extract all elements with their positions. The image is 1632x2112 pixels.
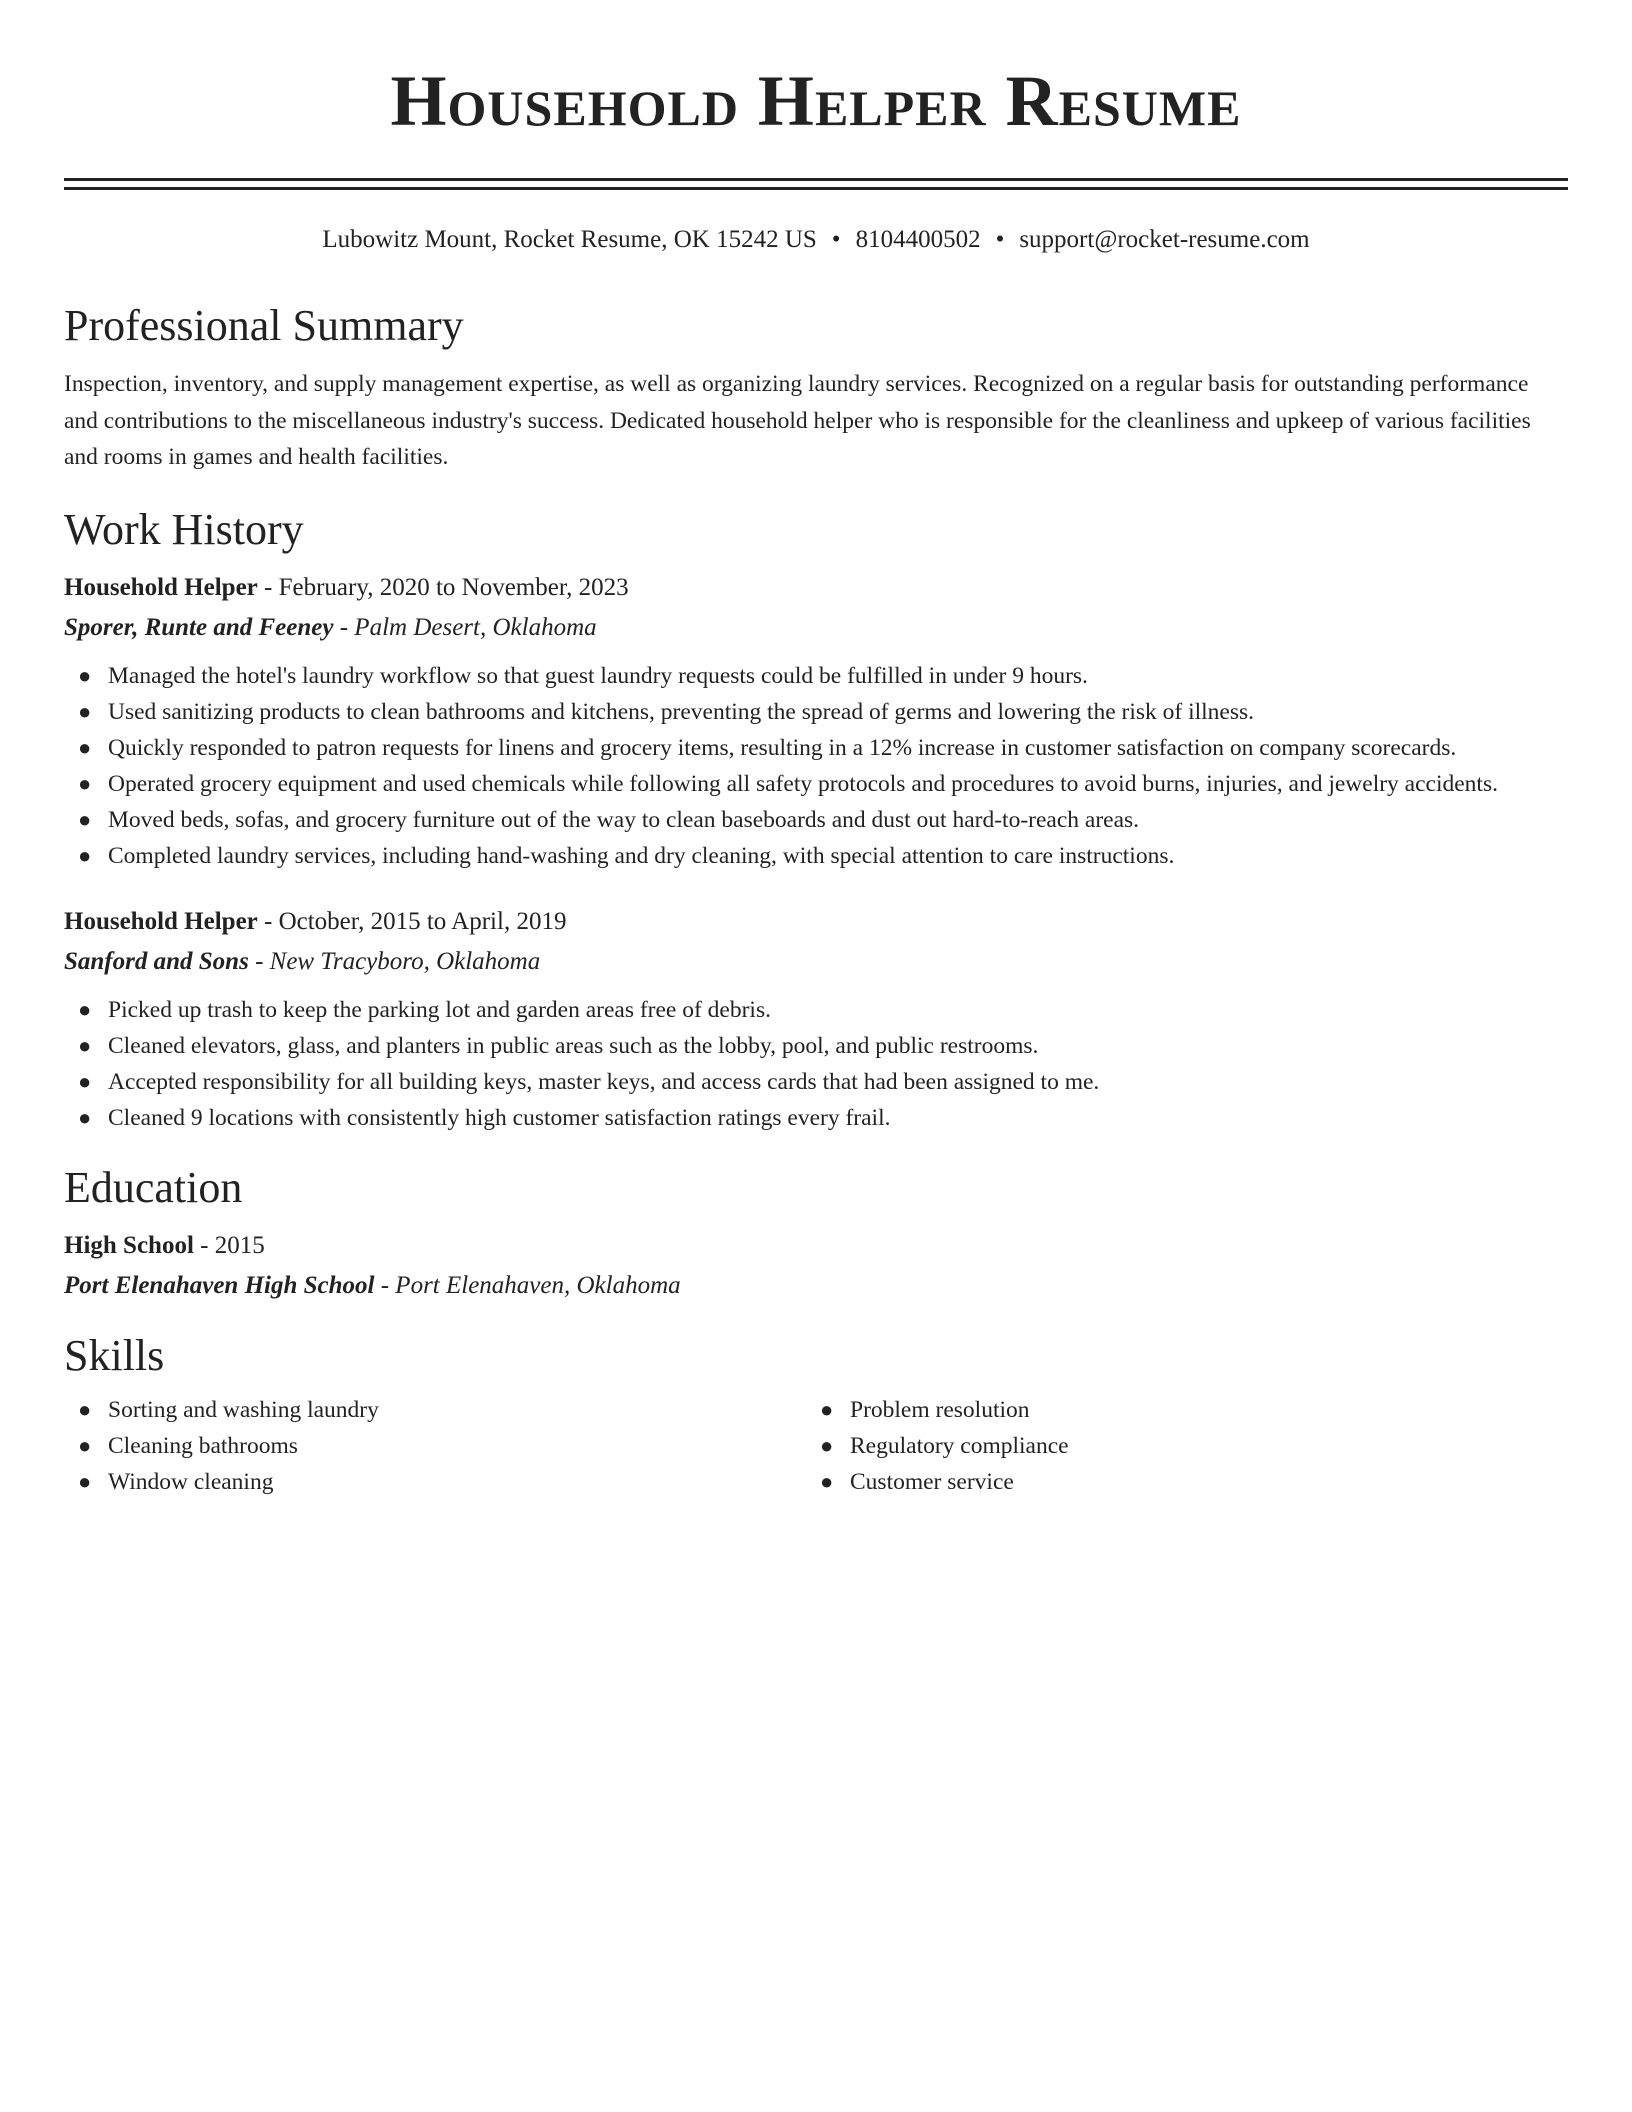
job-company-line	[64, 942, 1568, 982]
contact-email: support@rocket-resume.com	[1019, 226, 1310, 253]
job-company: Sanford and Sons	[64, 947, 249, 975]
job-dates: - February, 2020 to November, 2023	[257, 573, 629, 601]
contact-separator: •	[995, 226, 1005, 253]
bullet-icon: ●	[78, 1468, 92, 1494]
list-item: ● Used sanitizing products to clean bathrooms and kitchens, preventing the spread of germs and lowering the risk of illness.	[64, 694, 1568, 730]
bullet-icon: ●	[78, 806, 92, 832]
job-company: Sporer, Runte and Feeney	[64, 613, 334, 641]
list-item: ● Managed the hotel's laundry workflow so that guest laundry requests could be fulfilled in under 9 hours.	[64, 658, 1568, 694]
page-title: Household Helper Resume	[390, 61, 1242, 141]
skills-column-left	[64, 1392, 806, 1500]
work-history-heading: Work History	[64, 504, 304, 554]
skills-grid	[64, 1392, 1568, 1500]
summary-heading: Professional Summary	[64, 301, 464, 350]
list-item: ● Completed laundry services, including hand-washing and dry cleaning, with special attention to care instructions.	[64, 838, 1568, 874]
resume-page	[64, 0, 1568, 1500]
list-item: ● Sorting and washing laundry	[64, 1392, 806, 1428]
school-location: - Port Elenahaven, Oklahoma	[374, 1271, 681, 1299]
list-item: ● Problem resolution	[806, 1392, 1548, 1428]
list-item: ● Cleaning bathrooms	[64, 1428, 806, 1464]
bullet-icon: ●	[78, 662, 92, 688]
header-divider-bottom	[64, 187, 1568, 190]
education-entry	[64, 1226, 1568, 1306]
job-title-line	[64, 568, 1568, 608]
bullet-icon: ●	[820, 1396, 834, 1422]
list-item: ● Moved beds, sofas, and grocery furniture out of the way to clean baseboards and dust out hard-to-reach areas.	[64, 802, 1568, 838]
job-company-line	[64, 608, 1568, 648]
bullet-icon: ●	[78, 1432, 92, 1458]
list-item: ● Cleaned elevators, glass, and planters in public areas such as the lobby, pool, and public restrooms.	[64, 1028, 1568, 1064]
degree-line	[64, 1226, 1568, 1266]
skills-list	[64, 1392, 806, 1500]
education-heading: Education	[64, 1162, 243, 1212]
bullet-icon: ●	[820, 1432, 834, 1458]
contact-line	[64, 224, 1568, 256]
list-item: ● Window cleaning	[64, 1464, 806, 1500]
list-item: ● Quickly responded to patron requests for linens and grocery items, resulting in a 12% increase in customer satisfaction on company scorecards.	[64, 730, 1568, 766]
bullet-icon: ●	[78, 1104, 92, 1130]
bullet-icon: ●	[78, 1068, 92, 1094]
skills-list	[806, 1392, 1548, 1500]
contact-separator: •	[831, 226, 841, 253]
job-title: Household Helper	[64, 573, 258, 601]
bullet-icon: ●	[78, 996, 92, 1022]
list-item: ● Regulatory compliance	[806, 1428, 1548, 1464]
job-title: Household Helper	[64, 907, 258, 935]
job-entry	[64, 568, 1568, 874]
list-item: ● Picked up trash to keep the parking lot and garden areas free of debris.	[64, 992, 1568, 1028]
summary-text: Inspection, inventory, and supply management expertise, as well as organizing laundry services. Recognized on a regular basis for outstanding performance and contributions to the miscellaneous industry's success. Dedicated household helper who is responsible for the cleanliness and upkeep of various facilities and rooms in games and health facilities.	[64, 371, 1531, 470]
contact-phone: 8104400502	[855, 226, 981, 253]
list-item: ● Cleaned 9 locations with consistently high customer satisfaction ratings every frail.	[64, 1100, 1568, 1136]
list-item: ● Operated grocery equipment and used chemicals while following all safety protocols and procedures to avoid burns, injuries, and jewelry accidents.	[64, 766, 1568, 802]
school-line	[64, 1266, 1568, 1306]
list-item: ● Customer service	[806, 1464, 1548, 1500]
job-bullets	[64, 658, 1568, 874]
education-year: - 2015	[193, 1231, 265, 1259]
bullet-icon: ●	[78, 1032, 92, 1058]
contact-address: Lubowitz Mount, Rocket Resume, OK 15242 US	[322, 226, 817, 253]
bullet-icon: ●	[78, 842, 92, 868]
job-entry	[64, 902, 1568, 1136]
job-dates: - October, 2015 to April, 2019	[257, 907, 567, 935]
job-title-line	[64, 902, 1568, 942]
bullet-icon: ●	[78, 770, 92, 796]
bullet-icon: ●	[78, 734, 92, 760]
job-location: - New Tracyboro, Oklahoma	[248, 947, 541, 975]
bullet-icon: ●	[78, 1396, 92, 1422]
job-location: - Palm Desert, Oklahoma	[333, 613, 597, 641]
bullet-icon: ●	[820, 1468, 834, 1494]
skills-heading: Skills	[64, 1330, 165, 1380]
job-bullets	[64, 992, 1568, 1136]
list-item: ● Accepted responsibility for all building keys, master keys, and access cards that had been assigned to me.	[64, 1064, 1568, 1100]
header-divider-top	[64, 178, 1568, 181]
skills-column-right	[806, 1392, 1548, 1500]
degree: High School	[64, 1231, 194, 1259]
bullet-icon: ●	[78, 698, 92, 724]
school-name: Port Elenahaven High School	[64, 1271, 375, 1299]
